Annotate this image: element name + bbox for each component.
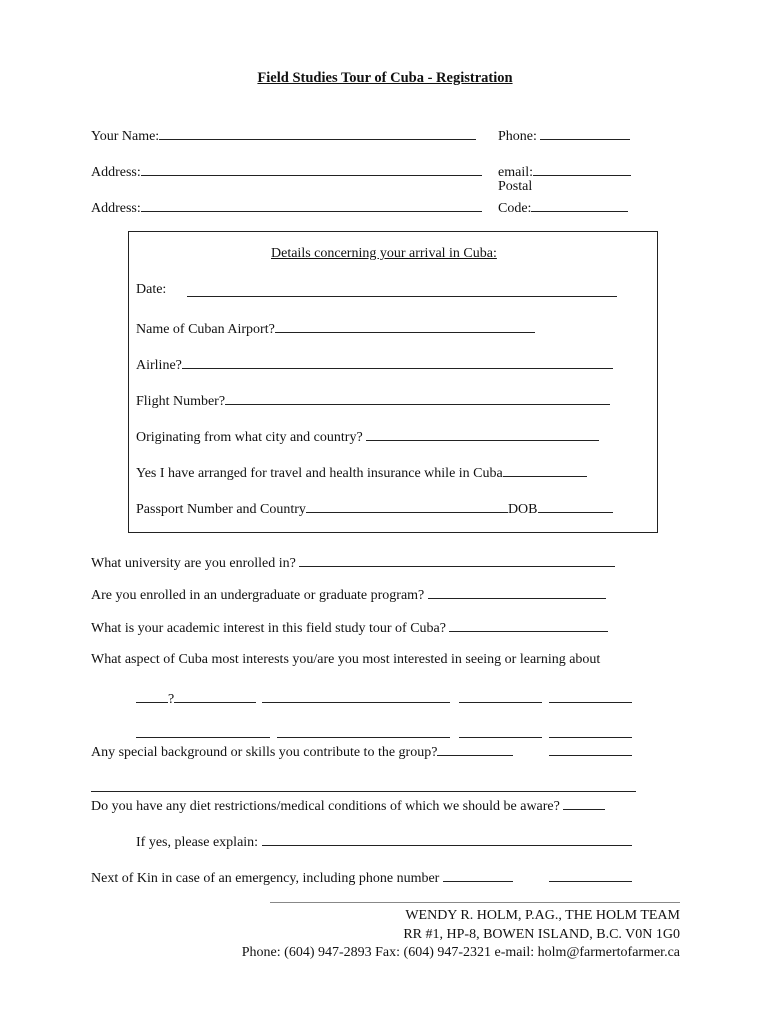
skills-label: Any special background or skills you contribute to the group? bbox=[91, 745, 438, 760]
kin-label: Next of Kin in case of an emergency, including phone number bbox=[91, 871, 440, 886]
address2-label: Address: bbox=[91, 201, 141, 216]
dob-field[interactable] bbox=[538, 498, 613, 513]
university-row bbox=[91, 552, 615, 572]
address2-field[interactable] bbox=[141, 197, 482, 212]
aspect-question-mark: ? bbox=[168, 692, 175, 707]
your-name-label: Your Name: bbox=[91, 129, 160, 144]
aspect-field-4[interactable] bbox=[459, 688, 542, 703]
arrival-date-field[interactable] bbox=[187, 282, 617, 297]
explain-field[interactable] bbox=[262, 831, 632, 846]
phone-row bbox=[498, 125, 630, 145]
phone-label: Phone: bbox=[498, 129, 537, 144]
airport-field[interactable] bbox=[275, 318, 535, 333]
origin-row bbox=[136, 426, 599, 446]
airline-field[interactable] bbox=[182, 354, 613, 369]
address1-field[interactable] bbox=[141, 161, 482, 176]
phone-field[interactable] bbox=[540, 125, 630, 140]
email-field[interactable] bbox=[533, 161, 631, 176]
postal-code-field[interactable] bbox=[531, 197, 628, 212]
kin-row bbox=[91, 867, 513, 887]
origin-field[interactable] bbox=[366, 426, 599, 441]
program-label: Are you enrolled in an undergraduate or graduate program? bbox=[91, 588, 425, 603]
skills-row bbox=[91, 741, 513, 761]
flight-label: Flight Number? bbox=[136, 394, 226, 409]
kin-field-2[interactable] bbox=[549, 867, 632, 882]
dob-label: DOB bbox=[507, 502, 538, 517]
flight-row bbox=[136, 390, 610, 410]
airport-row bbox=[136, 318, 535, 338]
email-label: email: bbox=[498, 165, 533, 180]
code-label: Code: bbox=[498, 201, 532, 216]
aspect-field-5[interactable] bbox=[549, 688, 632, 703]
insurance-row bbox=[136, 462, 587, 482]
airline-label: Airline? bbox=[136, 358, 182, 373]
aspect-label: What aspect of Cuba most interests you/are you most interested in seeing or learning about bbox=[91, 652, 601, 667]
aspect-field-7[interactable] bbox=[277, 723, 450, 738]
skills-field[interactable] bbox=[437, 741, 513, 756]
your-name-row bbox=[91, 125, 476, 145]
passport-field[interactable] bbox=[306, 498, 508, 513]
explain-row bbox=[136, 831, 632, 851]
airline-row bbox=[136, 354, 613, 374]
program-row bbox=[91, 584, 606, 604]
arrival-date-label: Date: bbox=[136, 282, 167, 297]
footer-divider bbox=[270, 902, 680, 903]
arrival-details-box bbox=[128, 231, 658, 533]
address1-label: Address: bbox=[91, 165, 141, 180]
aspect-field-6[interactable] bbox=[136, 723, 270, 738]
passport-label: Passport Number and Country bbox=[136, 502, 306, 517]
footer-name: WENDY R. HOLM, P.AG., THE HOLM TEAM bbox=[405, 908, 680, 923]
university-field[interactable] bbox=[299, 552, 615, 567]
diet-field[interactable] bbox=[563, 795, 605, 810]
diet-row bbox=[91, 795, 605, 815]
university-label: What university are you enrolled in? bbox=[91, 556, 296, 571]
aspect-field-1[interactable] bbox=[136, 688, 168, 703]
aspect-answer-row-1 bbox=[136, 688, 256, 708]
page-title: Field Studies Tour of Cuba - Registration bbox=[257, 70, 513, 86]
address2-row bbox=[91, 197, 482, 217]
insurance-field[interactable] bbox=[503, 462, 587, 477]
footer-contact: Phone: (604) 947-2893 Fax: (604) 947-2321 e-mail: holm@farmertofarmer.ca bbox=[241, 945, 680, 960]
explain-label: If yes, please explain: bbox=[136, 835, 259, 850]
diet-label: Do you have any diet restrictions/medical conditions of which we should be aware? bbox=[91, 799, 560, 814]
passport-row bbox=[136, 498, 613, 518]
footer-address: RR #1, HP-8, BOWEN ISLAND, B.C. V0N 1G0 bbox=[403, 927, 680, 942]
aspect-field-8[interactable] bbox=[459, 723, 542, 738]
program-field[interactable] bbox=[428, 584, 606, 599]
address1-row bbox=[91, 161, 482, 181]
postal-label: Postal bbox=[498, 179, 533, 194]
interest-label: What is your academic interest in this field study tour of Cuba? bbox=[91, 621, 446, 636]
aspect-field-3[interactable] bbox=[262, 688, 450, 703]
aspect-field-9[interactable] bbox=[549, 723, 632, 738]
aspect-field-2[interactable] bbox=[174, 688, 256, 703]
interest-field[interactable] bbox=[449, 617, 608, 632]
insurance-label: Yes I have arranged for travel and health insurance while in Cuba bbox=[136, 466, 503, 481]
airport-label: Name of Cuban Airport? bbox=[136, 322, 275, 337]
your-name-field[interactable] bbox=[159, 125, 476, 140]
origin-label: Originating from what city and country? bbox=[136, 430, 363, 445]
flight-field[interactable] bbox=[225, 390, 610, 405]
skills-field-2[interactable] bbox=[549, 741, 632, 756]
email-row bbox=[498, 161, 631, 181]
interest-row bbox=[91, 617, 608, 637]
kin-field[interactable] bbox=[443, 867, 513, 882]
skills-field-3[interactable] bbox=[91, 777, 636, 792]
postal-code-row bbox=[498, 197, 628, 217]
arrival-heading: Details concerning your arrival in Cuba: bbox=[271, 246, 497, 261]
